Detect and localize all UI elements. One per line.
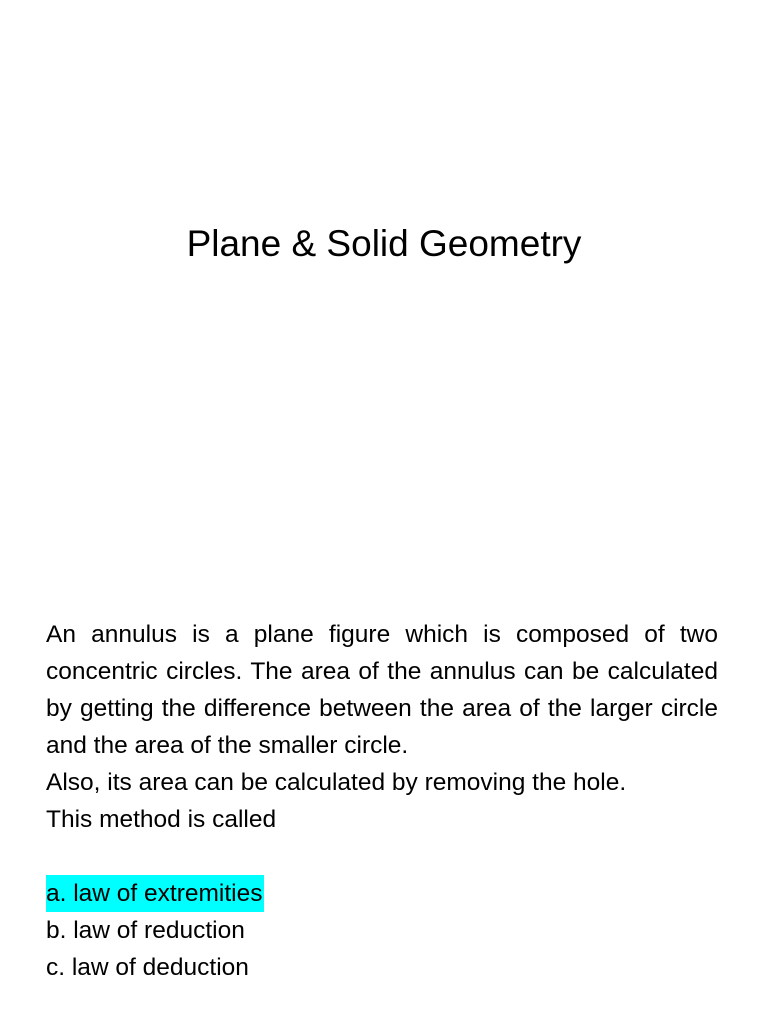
answer-option-c-label: c. law of deduction — [46, 954, 249, 981]
spacer — [46, 838, 718, 875]
question-line-2: Also, its area can be calculated by removing the hole. — [46, 769, 627, 796]
slide-title: Plane & Solid Geometry — [186, 223, 582, 264]
answer-option-a-label: a. law of extremities — [46, 875, 264, 912]
question-body — [46, 616, 718, 986]
question-paragraph: An annulus is a plane figure which is composed of two concentric circles. The area of the annulus can be calculated by getting the difference between the area of the larger circle and the area of the smaller circle. — [46, 621, 718, 759]
answer-option-b-label: b. law of reduction — [46, 917, 245, 944]
answer-option-a — [46, 875, 718, 912]
answer-option-b — [46, 912, 718, 949]
question-line-3: This method is called — [46, 806, 277, 833]
answer-options — [46, 875, 718, 986]
answer-option-c — [46, 949, 718, 986]
